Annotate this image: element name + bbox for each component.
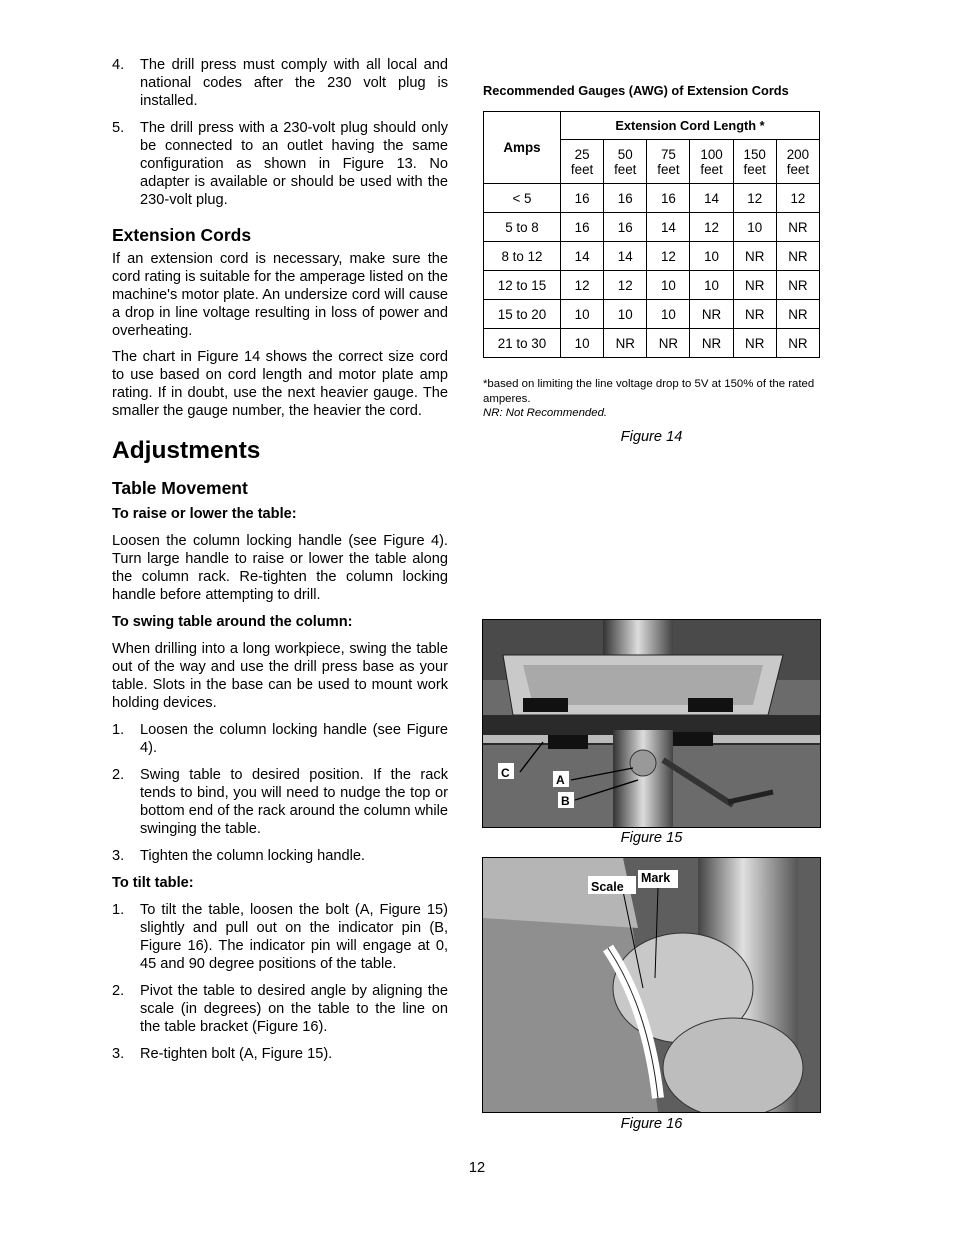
table-row	[484, 329, 820, 358]
amps-cell: 8 to 12	[484, 242, 561, 271]
list-item: 1. Loosen the column locking handle (see Figure 4).	[112, 722, 448, 756]
table-footnote: *based on limiting the line voltage drop to 5V at 150% of the rated amperes. NR: Not Recommended.	[483, 378, 815, 419]
subheading: To tilt table:	[112, 875, 194, 891]
length-col-header: 25 feet	[561, 140, 604, 184]
gauge-cell: 16	[604, 213, 647, 242]
table-row	[484, 271, 820, 300]
figure-caption: Figure 14	[620, 429, 683, 445]
amps-cell: 12 to 15	[484, 271, 561, 300]
figure-15-drawing	[483, 620, 820, 827]
label-mark: Mark	[641, 871, 671, 885]
table-title: Recommended Gauges (AWG) of Extension Cords	[483, 83, 789, 98]
figure-caption: Figure 15	[620, 830, 683, 846]
amps-header: Amps	[484, 112, 561, 184]
list-item: 3. Tighten the column locking handle.	[112, 848, 365, 864]
list-item: 1. To tilt the table, loosen the bolt (A, Figure 15) slightly and pull out on the indicator pin (B, Figure 16). The indicator pin will engage at 0, 45 and 90 degree positions of the table.	[112, 902, 448, 972]
gauge-cell: 14	[647, 213, 690, 242]
paragraph: Loosen the column locking handle (see Figure 4). Turn large handle to raise or lower the table along the column rack. Re-tighten the column locking handle before attempting to drill.	[112, 533, 448, 603]
label-b: B	[561, 794, 570, 808]
table-row	[484, 242, 820, 271]
figure-15-photo	[482, 619, 821, 828]
gauge-cell: 16	[561, 184, 604, 213]
gauge-cell: NR	[776, 213, 819, 242]
gauge-cell: NR	[733, 300, 776, 329]
table-row	[484, 213, 820, 242]
figure-16-photo	[482, 857, 821, 1113]
gauge-cell: 12	[647, 242, 690, 271]
gauge-cell: NR	[647, 329, 690, 358]
list-item: 5. The drill press with a 230-volt plug should only be connected to an outlet having the same configuration as shown in Figure 13. No adapter is available or should be used with the 230-volt plug.	[112, 120, 448, 208]
subheading: To swing table around the column:	[112, 614, 353, 630]
gauge-cell: 16	[604, 184, 647, 213]
subheading: To raise or lower the table:	[112, 506, 297, 522]
gauge-cell: NR	[776, 242, 819, 271]
length-col-header: 150 feet	[733, 140, 776, 184]
section-title: Adjustments	[112, 437, 261, 464]
amps-cell: 5 to 8	[484, 213, 561, 242]
extension-cords-heading: Extension Cords	[112, 225, 252, 245]
label-a: A	[556, 773, 565, 787]
length-col-header: 50 feet	[604, 140, 647, 184]
gauge-cell: NR	[776, 271, 819, 300]
table-row	[484, 300, 820, 329]
length-col-header: 100 feet	[690, 140, 733, 184]
amps-cell: 15 to 20	[484, 300, 561, 329]
gauge-cell: NR	[733, 271, 776, 300]
gauge-cell: 10	[647, 300, 690, 329]
gauge-cell: NR	[690, 329, 733, 358]
gauge-cell: NR	[733, 329, 776, 358]
gauge-cell: NR	[776, 329, 819, 358]
amps-cell: < 5	[484, 184, 561, 213]
gauge-cell: NR	[776, 300, 819, 329]
gauge-cell: 14	[604, 242, 647, 271]
table-movement-heading: Table Movement	[112, 478, 248, 498]
gauge-cell: 10	[561, 300, 604, 329]
gauge-cell: 12	[776, 184, 819, 213]
length-header: Extension Cord Length *	[561, 112, 820, 140]
gauge-cell: 16	[647, 184, 690, 213]
list-item: 3. Re-tighten bolt (A, Figure 15).	[112, 1046, 333, 1062]
length-col-header: 75 feet	[647, 140, 690, 184]
gauge-cell: 10	[561, 329, 604, 358]
left-column	[112, 56, 448, 1063]
gauge-cell: NR	[604, 329, 647, 358]
label-scale: Scale	[591, 880, 624, 894]
gauge-cell: 12	[561, 271, 604, 300]
gauge-cell: 12	[690, 213, 733, 242]
paragraph: The chart in Figure 14 shows the correct size cord to use based on cord length and motor plate amp rating. If in doubt, use the next heavier gauge. The smaller the gauge number, the heavier the cord.	[112, 349, 448, 419]
list-item: 4. The drill press must comply with all local and national codes after the 230 volt plug is installed.	[112, 57, 448, 109]
gauge-cell: 10	[647, 271, 690, 300]
gauge-cell: 14	[561, 242, 604, 271]
length-col-header: 200 feet	[776, 140, 819, 184]
gauge-cell: NR	[733, 242, 776, 271]
gauge-cell: 10	[604, 300, 647, 329]
gauge-table	[483, 111, 820, 358]
gauge-cell: 12	[733, 184, 776, 213]
paragraph: If an extension cord is necessary, make sure the cord rating is suitable for the amperage listed on the machine's motor plate. An undersize cord will cause a drop in line voltage resulting in loss of power and overheating.	[112, 251, 448, 339]
gauge-cell: NR	[690, 300, 733, 329]
gauge-cell: 10	[690, 271, 733, 300]
gauge-cell: 10	[690, 242, 733, 271]
list-item: 2. Pivot the table to desired angle by aligning the scale (in degrees) on the table to the line on the table bracket (Figure 16).	[112, 983, 448, 1035]
gauge-cell: 12	[604, 271, 647, 300]
label-c: C	[501, 766, 510, 780]
page-number: 12	[468, 1160, 486, 1176]
amps-cell: 21 to 30	[484, 329, 561, 358]
list-item: 2. Swing table to desired position. If the rack tends to bind, you will need to nudge the top or bottom end of the rack around the column while swinging the table.	[112, 767, 448, 837]
gauge-cell: 16	[561, 213, 604, 242]
paragraph: When drilling into a long workpiece, swing the table out of the way and use the drill press base as your table. Slots in the base can be used to mount work holding devices.	[112, 641, 448, 711]
figure-16-drawing	[483, 858, 820, 1112]
gauge-cell: 10	[733, 213, 776, 242]
table-row	[484, 184, 820, 213]
gauge-cell: 14	[690, 184, 733, 213]
figure-caption: Figure 16	[620, 1116, 683, 1132]
